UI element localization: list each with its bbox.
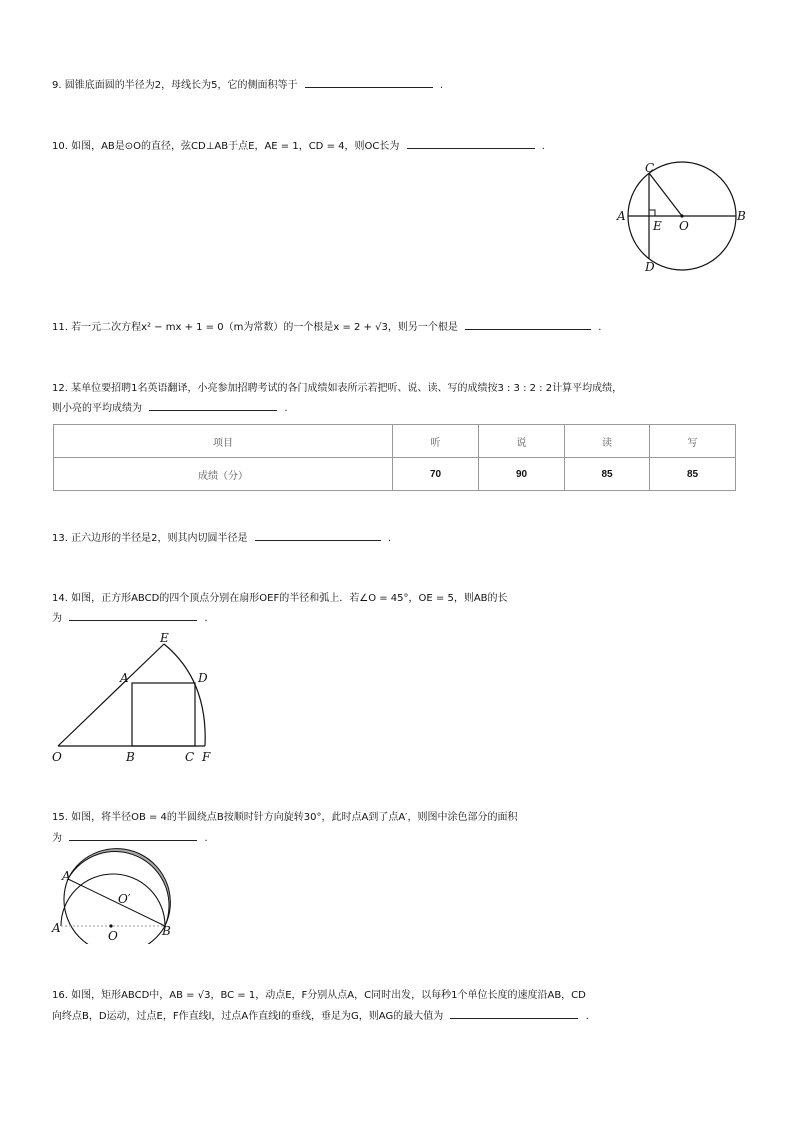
question-15-end: .: [204, 833, 208, 844]
answer-blank-11[interactable]: [465, 318, 591, 330]
label-a: A: [52, 921, 61, 935]
score-cell: 85: [565, 458, 650, 491]
header-cell: 读: [565, 425, 650, 458]
score-cell: 70: [393, 458, 479, 491]
question-14-line1: [52, 591, 508, 607]
question-10: [52, 137, 545, 155]
question-16-text2: 向终点B，D运动，过点E，F作直线l，过点A作直线l的垂线，垂足为G，则AG的最大值为: [52, 1011, 444, 1022]
table-header-row: [54, 425, 736, 458]
question-14-line2: [52, 609, 208, 627]
question-16-text1: 16. 如图，矩形ABCD中，AB = √3，BC = 1，动点E，F分别从点A，C同时出发，以每秒1个单位长度的速度沿AB，CD: [52, 990, 586, 1001]
answer-blank-12[interactable]: [149, 399, 277, 411]
label-d: D: [645, 260, 655, 274]
label-c: C: [645, 161, 655, 175]
score-cell: 85: [650, 458, 736, 491]
question-15-text1: 15. 如图，将半径OB = 4的半圆绕点B按顺时针方向旋转30°，此时点A到了点A′，则图中涂色部分的面积: [52, 812, 518, 823]
right-angle-mark: [649, 210, 655, 216]
question-11-end: .: [598, 322, 602, 333]
question-16-line2: [52, 1007, 589, 1025]
label-o: O: [52, 750, 62, 764]
answer-blank-14[interactable]: [69, 609, 197, 621]
question-13: [52, 529, 391, 547]
label-o-prime: O′: [118, 892, 131, 906]
label-a: A: [120, 671, 129, 685]
center-dot: [680, 214, 683, 217]
score-table: [53, 424, 736, 491]
label-f: F: [202, 750, 211, 764]
figure-rotated-semicircle: [48, 846, 184, 944]
label-a-prime: A′: [62, 869, 74, 883]
question-16-line1: [52, 988, 586, 1004]
question-12-end: .: [284, 403, 288, 414]
label-b: B: [162, 924, 171, 938]
label-b: B: [126, 750, 135, 764]
label-a: A: [617, 209, 626, 223]
question-16-end: .: [585, 1011, 589, 1022]
center-o: [109, 924, 112, 927]
answer-blank-13[interactable]: [255, 529, 381, 541]
question-12-line1: [52, 381, 622, 397]
question-9-end: .: [439, 80, 444, 91]
arc-ef: [164, 644, 205, 746]
answer-blank-16[interactable]: [450, 1007, 578, 1019]
question-15-line2: [52, 829, 208, 847]
label-b: B: [737, 209, 746, 223]
header-cell: 说: [479, 425, 565, 458]
question-9-text: 9. 圆锥底面圆的半径为2，母线长为5，它的侧面积等于: [52, 80, 298, 91]
label-d: D: [198, 671, 208, 685]
label-c: C: [185, 750, 195, 764]
question-15-text2: 为: [52, 833, 62, 844]
question-13-end: .: [387, 533, 392, 544]
label-o: O: [679, 219, 689, 233]
question-12-line2: [52, 399, 288, 417]
header-cell: 听: [393, 425, 479, 458]
shaded-region: [68, 849, 170, 926]
label-o: O: [108, 929, 118, 943]
question-15-line1: [52, 810, 517, 826]
question-14-end: .: [204, 613, 208, 624]
label-e: E: [160, 631, 169, 645]
header-cell: 写: [650, 425, 736, 458]
question-11-text: 11. 若一元二次方程x² − mx + 1 = 0（m为常数）的一个根是x = 2 + √3，则另一个根是: [52, 322, 458, 333]
question-14-text1: 14. 如图，正方形ABCD的四个顶点分别在扇形OEF的半径和弧上．若∠O = 45°，OE = 5，则AB的长: [52, 593, 508, 604]
question-13-text: 13. 正六边形的半径是2，则其内切圆半径是: [52, 533, 248, 544]
question-10-end: .: [541, 141, 545, 152]
answer-blank-9[interactable]: [305, 76, 433, 88]
row-label: 成绩（分）: [54, 458, 393, 491]
square-abcd: [132, 683, 195, 746]
score-cell: 90: [479, 458, 565, 491]
question-14-text2: 为: [52, 613, 62, 624]
answer-blank-15[interactable]: [69, 829, 197, 841]
answer-blank-10[interactable]: [407, 137, 535, 149]
question-9: [52, 76, 443, 94]
figure-sector-square: [48, 630, 224, 768]
question-11: [52, 318, 601, 336]
header-cell: 项目: [54, 425, 393, 458]
radius-oe: [58, 644, 164, 746]
label-e: E: [653, 219, 662, 233]
question-12-text2: 则小亮的平均成绩为: [52, 403, 142, 414]
diameter-a1b: [68, 879, 165, 926]
figure-circle-chord: [615, 158, 755, 276]
question-10-text: 10. 如图，AB是⊙O的直径，弦CD⊥AB于点E，AE = 1，CD = 4，则OC长为: [52, 141, 400, 152]
question-12-text1: 12. 某单位要招聘1名英语翻译，小亮参加招聘考试的各门成绩如表所示若把听、说、读、写的成绩按3 : 3 : 2 : 2计算平均成绩，: [52, 383, 623, 394]
table-row: [54, 458, 736, 491]
